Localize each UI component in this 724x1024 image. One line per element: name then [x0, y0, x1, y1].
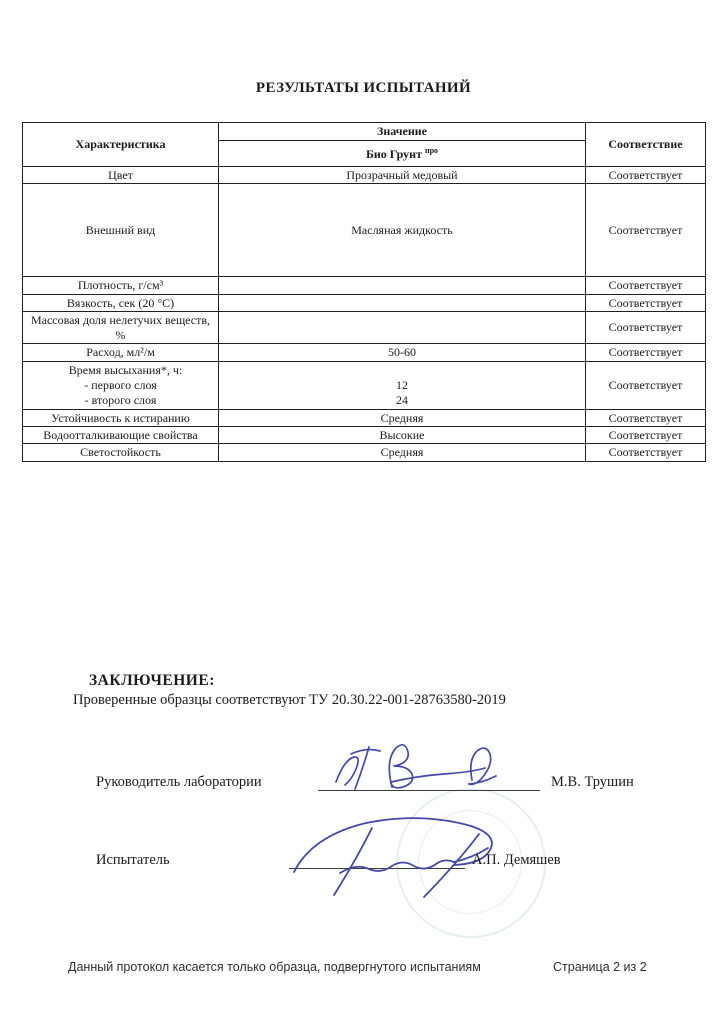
- signature-line-tester: [289, 868, 465, 869]
- cell-compliance: Соответствует: [586, 277, 706, 294]
- signature-line-lab-head: [318, 790, 540, 791]
- col-header-value-group: Значение: [219, 123, 586, 141]
- cell-value: [219, 277, 586, 294]
- cell-compliance: Соответствует: [586, 167, 706, 184]
- signature-name-lab-head: М.В. Трушин: [551, 774, 634, 790]
- signature-name-tester: А.П. Демяшев: [472, 852, 561, 868]
- signature-ink-lab-head: [322, 736, 537, 794]
- cell-characteristic: Цвет: [23, 167, 219, 184]
- table-row-consumption: [23, 344, 706, 361]
- product-name: Био Грунт: [365, 146, 422, 161]
- drying-time-item-2: - второго слоя: [84, 392, 157, 407]
- cell-characteristic: [23, 361, 219, 409]
- drying-time-value-1: 12: [396, 377, 408, 392]
- footer-note: Данный протокол касается только образца, подвергнутого испытаниям: [68, 960, 481, 974]
- characteristic-line-1: Массовая доля нелетучих веществ,: [30, 313, 211, 328]
- page-title: РЕЗУЛЬТАТЫ ИСПЫТАНИЙ: [255, 80, 472, 96]
- table-row-color: [23, 167, 706, 184]
- cell-compliance: Соответствует: [586, 294, 706, 311]
- conclusion-heading: ЗАКЛЮЧЕНИЕ:: [89, 672, 215, 689]
- cell-characteristic: Вязкость, сек (20 °С): [23, 294, 219, 311]
- table-row-water-repellency: [23, 426, 706, 443]
- cell-value: Средняя: [219, 409, 586, 426]
- table-row-nonvolatile-fraction: [23, 312, 706, 344]
- cell-value: [219, 361, 586, 409]
- footer-page-number: Страница 2 из 2: [553, 960, 647, 974]
- cell-compliance: Соответствует: [586, 426, 706, 443]
- cell-value: [219, 312, 586, 344]
- characteristic-line-2: %: [115, 327, 126, 342]
- table-row-abrasion-resistance: [23, 409, 706, 426]
- table-row-viscosity: [23, 294, 706, 311]
- table-row-density: [23, 277, 706, 294]
- product-name-superscript: про: [425, 145, 439, 155]
- conclusion-text: Проверенные образцы соответствуют ТУ 20.30.22-001-28763580-2019: [73, 692, 506, 708]
- table-header-row-1: [23, 123, 706, 141]
- cell-compliance: Соответствует: [586, 312, 706, 344]
- cell-value: [219, 294, 586, 311]
- cell-characteristic: Внешний вид: [23, 184, 219, 277]
- cell-characteristic: Водоотталкивающие свойства: [23, 426, 219, 443]
- col-header-characteristic: Характеристика: [23, 123, 219, 167]
- cell-value: Средняя: [219, 444, 586, 461]
- cell-compliance: Соответствует: [586, 409, 706, 426]
- col-header-compliance: Соответствие: [586, 123, 706, 167]
- cell-compliance: Соответствует: [586, 184, 706, 277]
- cell-characteristic: Расход, мл²/м: [23, 344, 219, 361]
- cell-compliance: Соответствует: [586, 344, 706, 361]
- drying-time-title: Время высыхания*, ч:: [68, 362, 183, 377]
- drying-time-value-2: 24: [396, 392, 408, 407]
- drying-time-value-blank: [223, 363, 581, 378]
- table-row-appearance: [23, 184, 706, 277]
- signature-role-lab-head: Руководитель лаборатории: [96, 774, 262, 790]
- cell-characteristic: Плотность, г/см³: [23, 277, 219, 294]
- cell-value: Высокие: [219, 426, 586, 443]
- cell-characteristic: [23, 312, 219, 344]
- cell-value: Масляная жидкость: [219, 184, 586, 277]
- table-row-light-fastness: [23, 444, 706, 461]
- results-table: [22, 122, 706, 462]
- cell-compliance: Соответствует: [586, 444, 706, 461]
- cell-compliance: Соответствует: [586, 361, 706, 409]
- cell-characteristic: Светостойкость: [23, 444, 219, 461]
- table-row-drying-time: [23, 361, 706, 409]
- cell-characteristic: Устойчивость к истиранию: [23, 409, 219, 426]
- cell-value: 50-60: [219, 344, 586, 361]
- cell-value: Прозрачный медовый: [219, 167, 586, 184]
- col-header-product: [219, 141, 586, 167]
- drying-time-item-1: - первого слоя: [84, 377, 157, 392]
- signature-role-tester: Испытатель: [96, 852, 170, 868]
